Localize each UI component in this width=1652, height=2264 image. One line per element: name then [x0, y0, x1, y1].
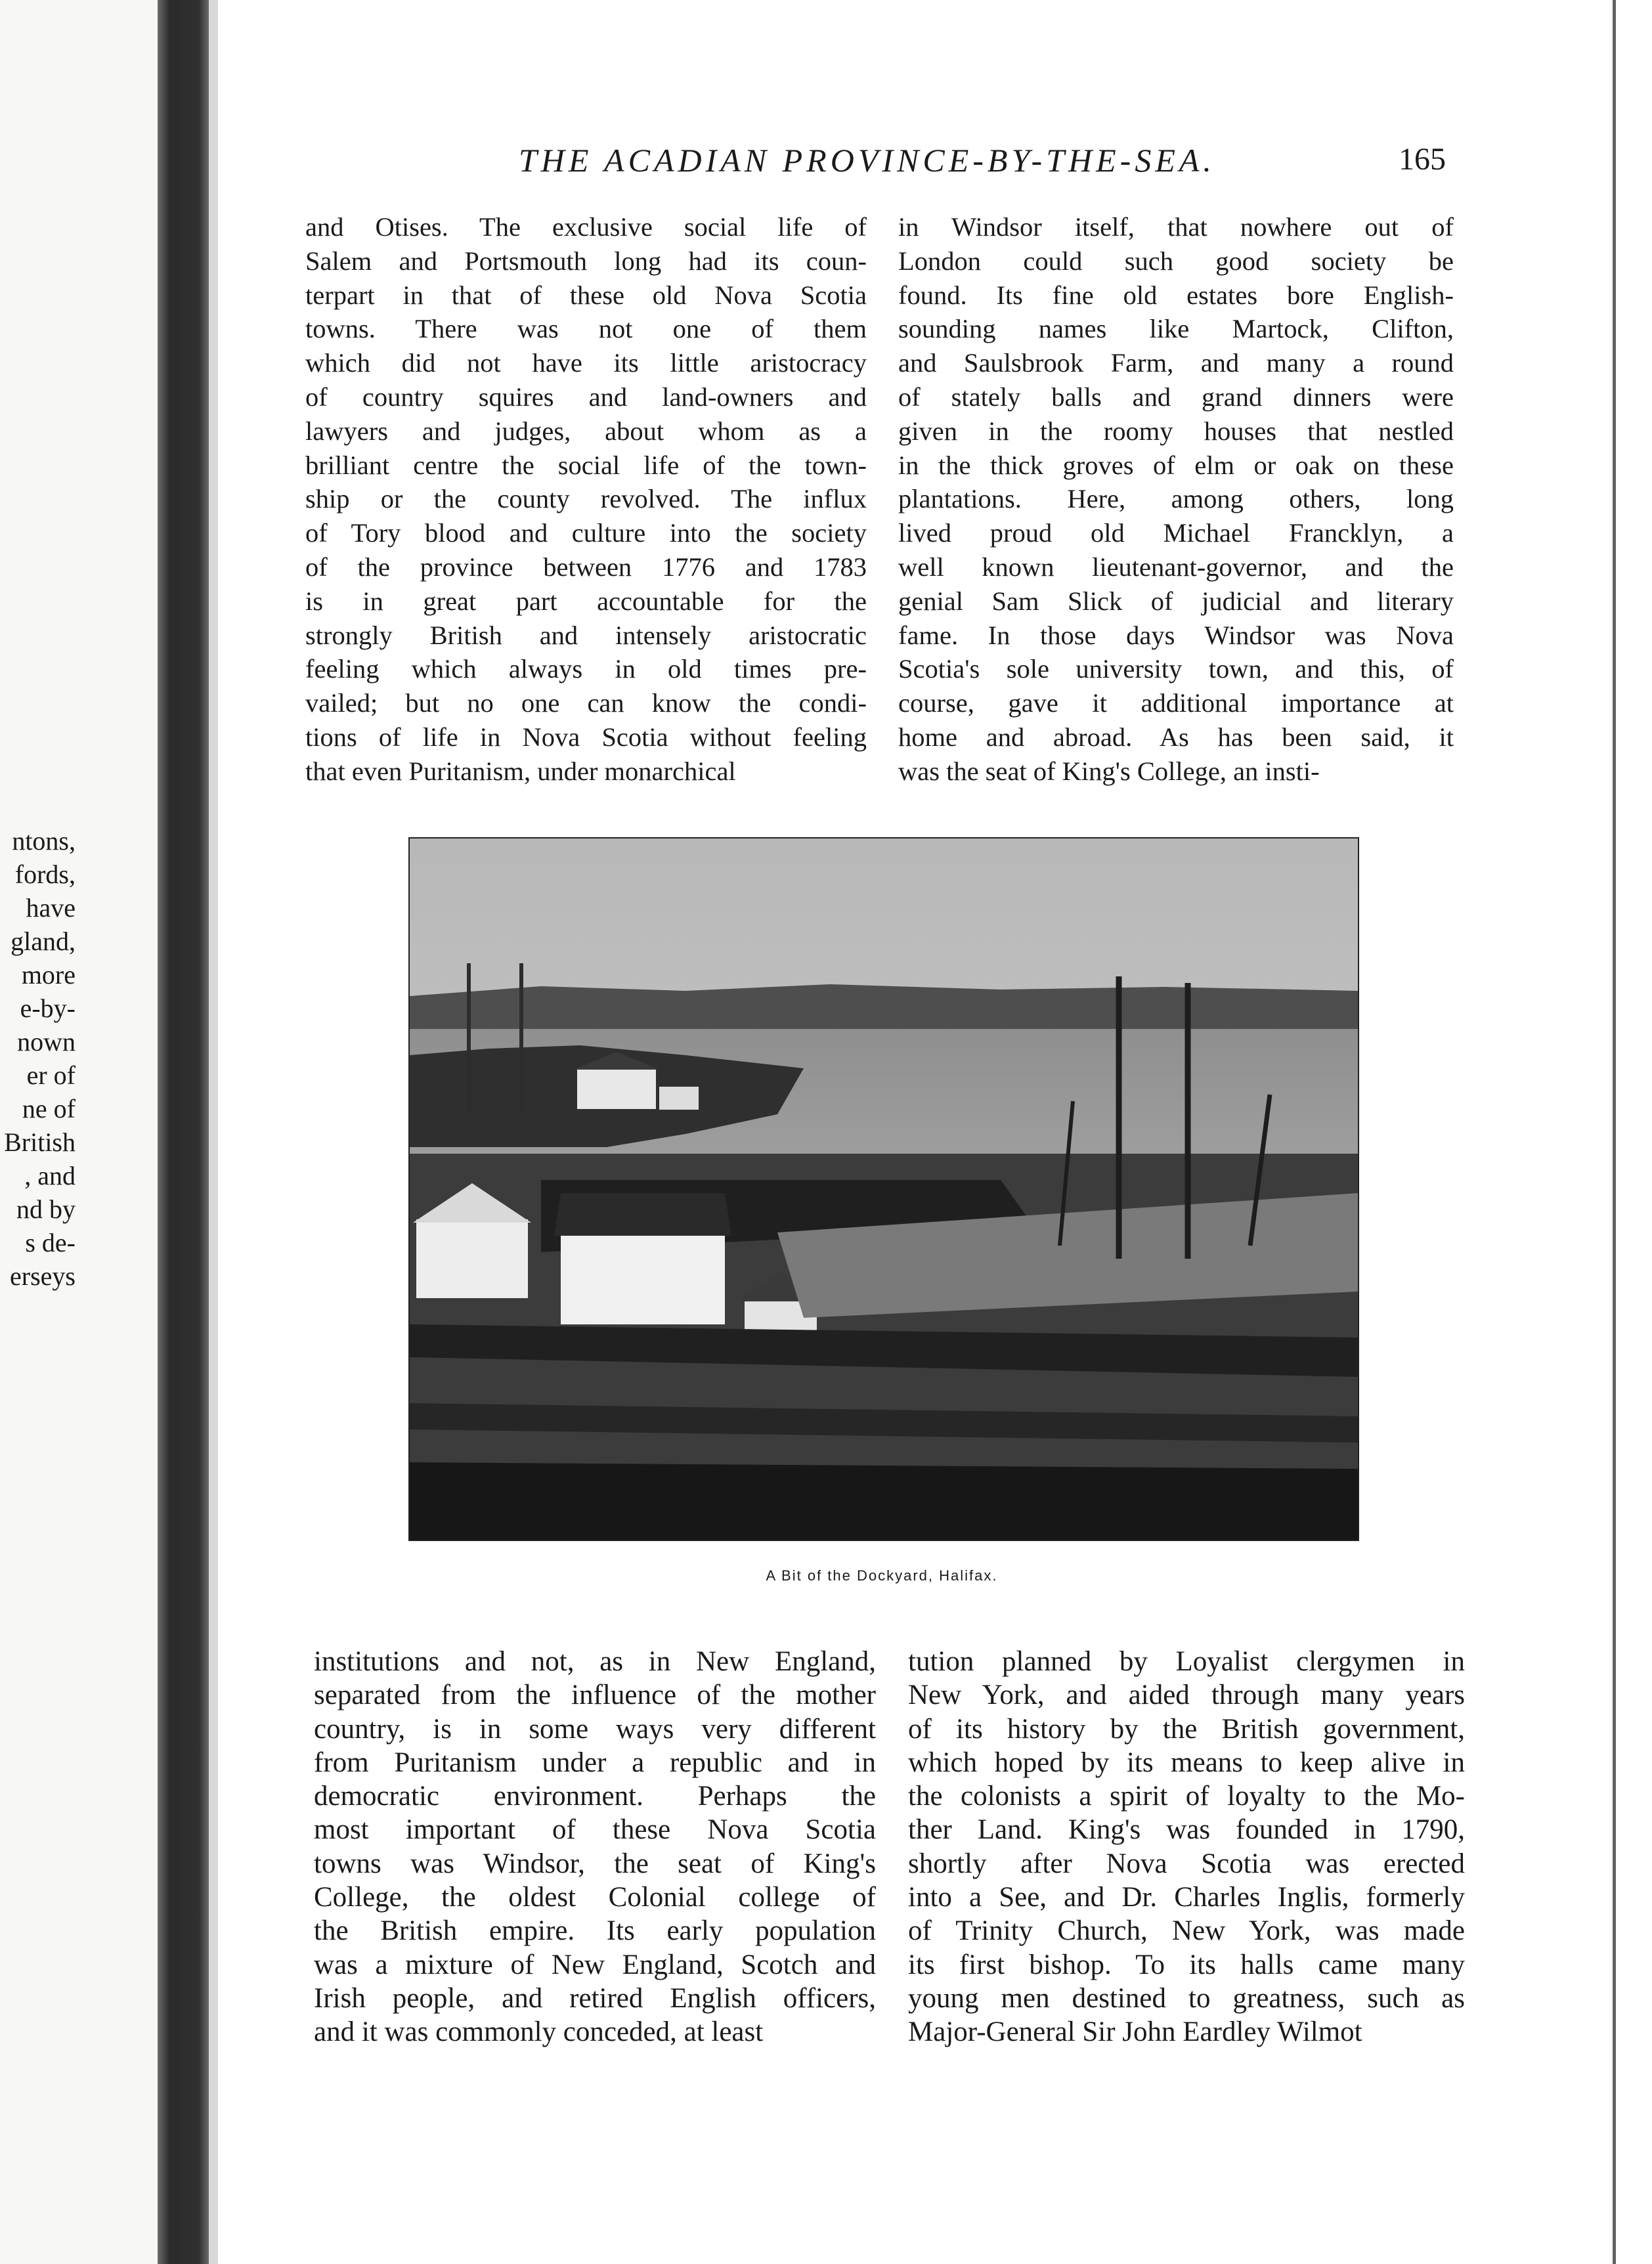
text-column-top-left	[305, 210, 867, 789]
text-line: Major-General Sir John Eardley Wilmot	[908, 2016, 1362, 2048]
text-line: New York, and aided through many years	[908, 1680, 1465, 1711]
text-line: of country squires and land-owners and	[305, 381, 867, 412]
text-line: genial Sam Slick of judicial and literary	[898, 586, 1454, 616]
text-line: College, the oldest Colonial college of	[314, 1882, 876, 1913]
text-column-bottom-right	[908, 1645, 1465, 2049]
text-line: of its history by the British government,	[908, 1713, 1465, 1745]
photo-barn-left	[416, 1219, 528, 1298]
text-line: in the thick groves of elm or oak on these	[898, 450, 1454, 480]
photo-small-house	[659, 1087, 699, 1110]
text-line: shortly after Nova Scotia was erected	[908, 1848, 1465, 1879]
text-line: Scotia's sole university town, and this, of	[898, 654, 1454, 684]
text-line: and Saulsbrook Farm, and many a round	[898, 348, 1454, 378]
text-line: plantations. Here, among others, long	[898, 484, 1454, 514]
dockyard-photograph	[408, 837, 1359, 1541]
text-line: terpart in that of these old Nova Scotia	[305, 280, 867, 310]
text-line: London could such good society be	[898, 246, 1454, 276]
photo-far-shore	[410, 984, 1358, 1035]
text-line: ship or the county revolved. The influx	[305, 484, 867, 514]
previous-page-line: British	[4, 1127, 76, 1157]
photo-warehouse-roof	[554, 1193, 731, 1236]
photo-white-house	[577, 1068, 656, 1109]
text-line: into a See, and Dr. Charles Inglis, formerly	[908, 1882, 1465, 1913]
text-line: democratic environment. Perhaps the	[314, 1781, 876, 1812]
text-line: of the province between 1776 and 1783	[305, 552, 867, 582]
text-line: the British empire. Its early population	[314, 1915, 876, 1947]
text-line: feeling which always in old times pre-	[305, 654, 867, 684]
text-line: strongly British and intensely aristocratic	[305, 620, 867, 650]
page-number: 165	[1399, 142, 1446, 177]
text-line: Irish people, and retired English officers,	[314, 1982, 876, 2014]
text-line: towns was Windsor, the seat of King's	[314, 1848, 876, 1879]
previous-page-line: ntons,	[12, 826, 76, 856]
text-line: given in the roomy houses that nestled	[898, 416, 1454, 446]
previous-page-line: ne of	[22, 1094, 76, 1123]
text-line: is in great part accountable for the	[305, 586, 867, 616]
text-line: of Tory blood and culture into the society	[305, 518, 867, 548]
text-column-bottom-left	[314, 1645, 876, 2049]
previous-page-line: nown	[17, 1027, 76, 1056]
right-edge-line	[1613, 0, 1616, 2264]
text-line: from Puritanism under a republic and in	[314, 1747, 876, 1778]
text-line: in Windsor itself, that nowhere out of	[898, 212, 1454, 242]
photo-warehouse	[561, 1232, 725, 1324]
text-line: course, gave it additional importance at	[898, 688, 1454, 718]
right-page-edge	[1605, 0, 1652, 2264]
text-line: institutions and not, as in New England,	[314, 1646, 876, 1677]
dockyard-photo-drawing	[410, 838, 1358, 1540]
text-line: found. Its fine old estates bore English-	[898, 280, 1454, 310]
previous-page-line: , and	[24, 1161, 76, 1190]
previous-page-line: nd by	[16, 1194, 76, 1224]
previous-page-strip	[0, 0, 158, 2264]
text-line: well known lieutenant-governor, and the	[898, 552, 1454, 582]
text-line: of stately balls and grand dinners were	[898, 381, 1454, 412]
text-line: most important of these Nova Scotia	[314, 1814, 876, 1846]
text-line: ther Land. King's was founded in 1790,	[908, 1814, 1465, 1846]
text-line: country, is in some ways very different	[314, 1713, 876, 1745]
text-line: home and abroad. As has been said, it	[898, 722, 1454, 752]
text-line: was the seat of King's College, an insti-	[898, 756, 1320, 786]
previous-page-line: e-by-	[20, 993, 76, 1023]
text-column-top-right	[898, 210, 1454, 789]
text-line: tions of life in Nova Scotia without feeling	[305, 722, 867, 752]
text-line: lived proud old Michael Francklyn, a	[898, 518, 1454, 548]
text-line: vailed; but no one can know the condi-	[305, 688, 867, 718]
previous-page-line: gland,	[11, 926, 76, 956]
text-line: young men destined to greatness, such as	[908, 1982, 1465, 2014]
previous-page-text	[0, 824, 76, 1293]
running-head: THE ACADIAN PROVINCE-BY-THE-SEA.	[519, 142, 1215, 179]
text-line: Salem and Portsmouth long had its coun-	[305, 246, 867, 276]
text-line: of Trinity Church, New York, was made	[908, 1915, 1465, 1947]
text-line: and it was commonly conceded, at least	[314, 2016, 764, 2048]
text-line: that even Puritanism, under monarchical	[305, 756, 736, 786]
text-line: lawyers and judges, about whom as a	[305, 416, 867, 446]
text-line: which did not have its little aristocracy	[305, 348, 867, 378]
book-gutter	[158, 0, 217, 2264]
text-line: brilliant centre the social life of the town-	[305, 450, 867, 480]
photo-foreground	[410, 1462, 1358, 1540]
previous-page-line: er of	[26, 1060, 76, 1090]
text-line: and Otises. The exclusive social life of	[305, 212, 867, 242]
text-line: towns. There was not one of them	[305, 314, 867, 344]
previous-page-line: more	[21, 960, 76, 990]
gutter-edge	[209, 0, 218, 2264]
text-line: which hoped by its means to keep alive in	[908, 1747, 1465, 1778]
text-line: was a mixture of New England, Scotch and	[314, 1949, 876, 1980]
text-line: tution planned by Loyalist clergymen in	[908, 1646, 1465, 1677]
text-line: the colonists a spirit of loyalty to the Mo-	[908, 1781, 1465, 1812]
previous-page-line: s de-	[25, 1228, 76, 1257]
previous-page-line: fords,	[14, 860, 76, 889]
previous-page-line: have	[26, 893, 76, 923]
text-line: its first bishop. To its halls came many	[908, 1949, 1465, 1980]
text-line: sounding names like Martock, Clifton,	[898, 314, 1454, 344]
photo-caption: A Bit of the Dockyard, Halifax.	[766, 1567, 998, 1584]
text-line: separated from the influence of the mother	[314, 1680, 876, 1711]
text-line: fame. In those days Windsor was Nova	[898, 620, 1454, 650]
previous-page-line: erseys	[10, 1261, 76, 1291]
